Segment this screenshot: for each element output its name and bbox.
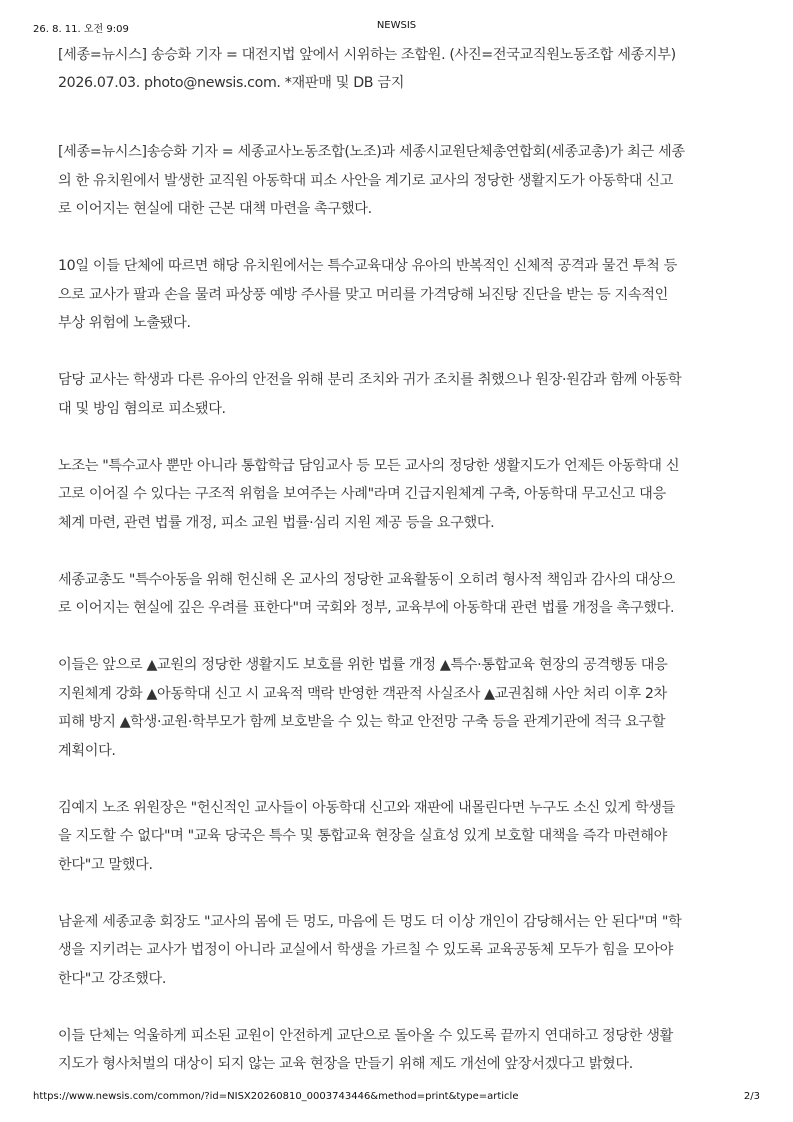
paragraph-line: 계획이다. <box>58 742 116 759</box>
article-body <box>58 138 748 1107</box>
paragraph-line: 담당 교사는 학생과 다른 유아의 안전을 위해 분리 조치와 귀가 조치를 취했으나 원장·원감과 함께 아동학 <box>58 372 682 388</box>
paragraph-line: 세종교총도 "특수아동을 위해 헌신해 온 교사의 정당한 교육활동이 오히려 형사적 책임과 감사의 대상으 <box>58 571 676 588</box>
paragraph-line: 10일 이들 단체에 따르면 해당 유치원에서는 특수교육대상 유아의 반복적인 신체적 공격과 물건 투척 등 <box>58 258 677 274</box>
paragraph-line: 김예지 노조 위원장은 "헌신적인 교사들이 아동학대 신고와 재판에 내몰린다면 누구도 소신 있게 학생들 <box>58 799 676 816</box>
paragraph-line: 로 이어지는 현실에 깊은 우려를 표한다"며 국회와 정부, 교육부에 아동학대 관련 법률 개정을 촉구했다. <box>58 600 675 616</box>
site-name: NEWSIS <box>376 20 417 31</box>
paragraph-line: 대 및 방임 혐의로 피소됐다. <box>58 400 226 417</box>
paragraph-line: 생을 지키려는 교사가 법정이 아니라 교실에서 학생을 가르칠 수 있도록 교육공동체 모두가 힘을 모아야 <box>58 942 673 958</box>
print-date: 26. 8. 11. 오전 9:09 <box>33 24 129 35</box>
article-paragraph <box>58 566 748 623</box>
page-url: https://www.newsis.com/common/?id=NISX20260810_0003743446&method=print&type=article <box>33 1091 519 1102</box>
paragraph-line: 남윤제 세종교총 회장도 "교사의 몸에 든 멍도, 마음에 든 멍도 더 이상 개인이 감당해서는 안 된다"며 "학 <box>58 913 682 930</box>
paragraph-line: 지원체계 강화 ▲아동학대 신고 시 교육적 맥락 반영한 객관적 사실조사 ▲교권침해 사안 처리 이후 2차 <box>58 685 667 702</box>
caption-line: [세종=뉴시스] 송승화 기자 = 대전지법 앞에서 시위하는 조합원. (사진=전국교직원노동조합 세종지부) <box>58 47 676 63</box>
article-paragraph <box>58 651 748 765</box>
paragraph-line: 이들 단체는 억울하게 피소된 교원이 안전하게 교단으로 돌아올 수 있도록 끝까지 연대하고 정당한 생활 <box>58 1027 673 1044</box>
paragraph-line: 한다"고 말했다. <box>58 856 153 873</box>
article-paragraph <box>58 252 748 338</box>
paragraph-line: 체계 마련, 관련 법률 개정, 피소 교원 법률·심리 지원 제공 등을 요구했다. <box>58 514 495 531</box>
article-paragraph <box>58 908 748 994</box>
paragraph-line: 을 지도할 수 없다"며 "교육 당국은 특수 및 통합교육 현장을 실효성 있게 보호할 대책을 즉각 마련해야 <box>58 828 667 844</box>
article-paragraph <box>58 794 748 880</box>
paragraph-line: 으로 교사가 팔과 손을 물려 파상풍 예방 주사를 맞고 머리를 가격당해 뇌진탕 진단을 받는 등 지속적인 <box>58 286 668 303</box>
paragraph-line: 의 한 유치원에서 발생한 교직원 아동학대 피소 사안을 계기로 교사의 정당한 생활지도가 아동학대 신고 <box>58 172 673 189</box>
paragraph-line: 피해 방지 ▲학생·교원·학부모가 함께 보호받을 수 있는 학교 안전망 구축 등을 관계기관에 적극 요구할 <box>58 714 666 730</box>
article-paragraph <box>58 1022 748 1079</box>
paragraph-line: 부상 위험에 노출됐다. <box>58 315 191 331</box>
page-number: 2/3 <box>743 1091 760 1102</box>
caption-line: 2026.07.03. photo@newsis.com. *재판매 및 DB 금지 <box>58 75 405 91</box>
photo-caption <box>58 41 748 97</box>
paragraph-line: 이들은 앞으로 ▲교원의 정당한 생활지도 보호를 위한 법률 개정 ▲특수·통합교육 현장의 공격행동 대응 <box>58 657 668 673</box>
paragraph-line: 고로 이어질 수 있다는 구조적 위험을 보여주는 사례"라며 긴급지원체계 구축, 아동학대 무고신고 대응 <box>58 486 666 502</box>
paragraph-line: 한다"고 강조했다. <box>58 970 166 987</box>
paragraph-line: 로 이어지는 현실에 대한 근본 대책 마련을 촉구했다. <box>58 201 372 217</box>
paragraph-line: [세종=뉴시스]송승화 기자 = 세종교사노동조합(노조)과 세종시교원단체총연합회(세종교총)가 최근 세종 <box>58 144 685 160</box>
article-paragraph <box>58 138 748 224</box>
article-paragraph <box>58 452 748 538</box>
paragraph-line: 지도가 형사처벌의 대상이 되지 않는 교육 현장을 만들기 위해 제도 개선에 앞장서겠다고 밝혔다. <box>58 1056 633 1072</box>
paragraph-line: 노조는 "특수교사 뿐만 아니라 통합학급 담임교사 등 모든 교사의 정당한 생활지도가 언제든 아동학대 신 <box>58 457 680 474</box>
article-paragraph <box>58 366 748 423</box>
